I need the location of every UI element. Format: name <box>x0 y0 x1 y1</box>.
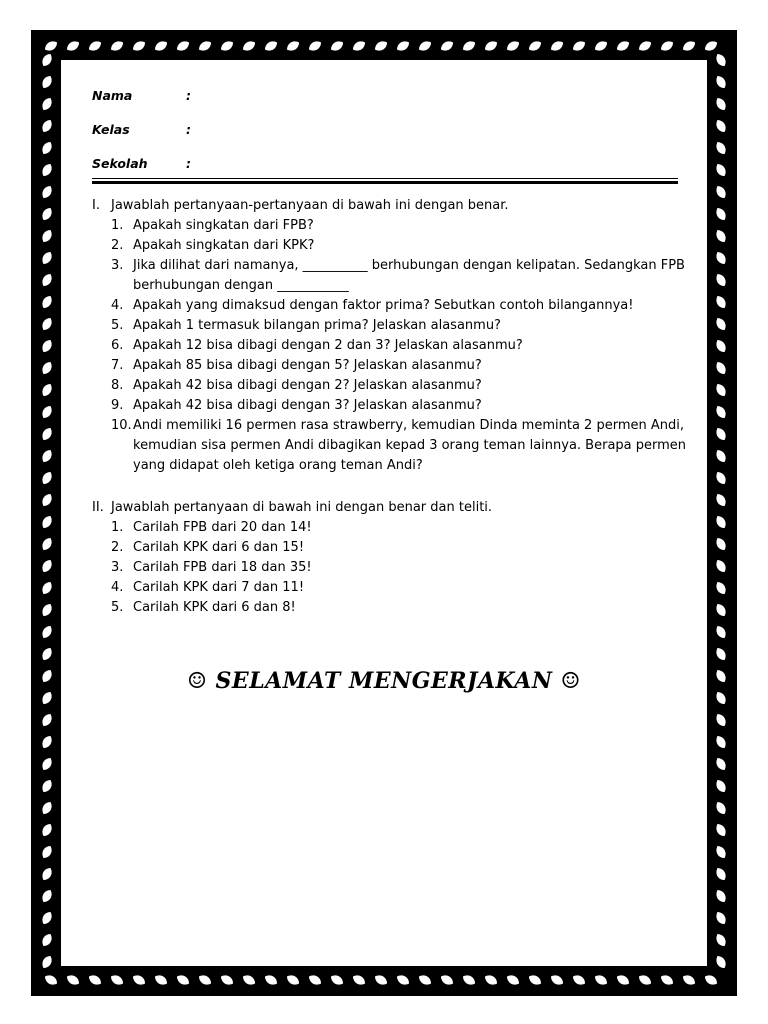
question-text: Andi memiliki 16 permen rasa strawberry, kemudian Dinda meminta 2 permen Andi, kemudian sisa permen Andi dibagikan kepad 3 orang teman lainnya. Berapa permen yang didapat oleh ketiga orang teman Andi? <box>133 418 687 473</box>
sekolah-row <box>92 156 682 190</box>
sekolah-label: Sekolah <box>92 156 148 171</box>
kelas-row <box>92 122 682 156</box>
question-number: 1. <box>111 520 124 535</box>
divider-thin <box>92 178 678 179</box>
question-text: Carilah KPK dari 6 dan 15! <box>133 540 305 555</box>
question-item <box>92 396 692 416</box>
question-text: Carilah KPK dari 7 dan 11! <box>133 580 305 595</box>
question-item <box>92 598 692 618</box>
question-item <box>92 558 692 578</box>
question-text: Carilah FPB dari 18 dan 35! <box>133 560 312 575</box>
question-item <box>92 296 692 316</box>
question-item <box>92 538 692 558</box>
question-number: 2. <box>111 238 124 253</box>
question-number: 4. <box>111 298 124 313</box>
question-item <box>92 518 692 538</box>
section-1-heading-text: Jawablah pertanyaan-pertanyaan di bawah ini dengan benar. <box>111 198 509 213</box>
question-number: 1. <box>111 218 124 233</box>
question-item <box>92 316 692 336</box>
section-2-number: II. <box>92 500 104 515</box>
question-number: 7. <box>111 358 124 373</box>
section-2-heading <box>92 498 692 518</box>
section-2 <box>92 498 692 618</box>
question-number: 9. <box>111 398 124 413</box>
question-number: 5. <box>111 600 124 615</box>
section-1-question-list <box>92 216 692 476</box>
question-item <box>92 336 692 356</box>
question-text: Apakah 85 bisa dibagi dengan 5? Jelaskan alasanmu? <box>133 358 482 373</box>
question-number: 8. <box>111 378 124 393</box>
question-number: 5. <box>111 318 124 333</box>
worksheet-content <box>62 62 706 966</box>
section-2-heading-text: Jawablah pertanyaan di bawah ini dengan benar dan teliti. <box>111 500 493 515</box>
question-number: 3. <box>111 560 124 575</box>
question-item <box>92 236 692 256</box>
question-item <box>92 578 692 598</box>
question-text: Apakah 1 termasuk bilangan prima? Jelaskan alasanmu? <box>133 318 501 333</box>
question-text: Carilah FPB dari 20 dan 14! <box>133 520 312 535</box>
question-number: 6. <box>111 338 124 353</box>
question-item <box>92 416 692 476</box>
question-number: 4. <box>111 580 124 595</box>
question-item <box>92 256 692 296</box>
student-identity-block <box>92 88 682 190</box>
section-1-heading <box>92 196 692 216</box>
question-number: 10. <box>111 418 132 433</box>
question-item <box>92 376 692 396</box>
kelas-label: Kelas <box>92 122 130 137</box>
question-text: Apakah yang dimaksud dengan faktor prima? Sebutkan contoh bilangannya! <box>133 298 634 313</box>
nama-row <box>92 88 682 122</box>
divider-thick <box>92 181 678 184</box>
question-text: Jika dilihat dari namanya, __________ berhubungan dengan kelipatan. Sedangkan FPB berhubungan dengan ___________ <box>133 258 685 293</box>
nama-colon: : <box>186 88 191 103</box>
question-item <box>92 216 692 236</box>
question-number: 3. <box>111 258 124 273</box>
question-item <box>92 356 692 376</box>
question-text: Apakah 12 bisa dibagi dengan 2 dan 3? Jelaskan alasanmu? <box>133 338 523 353</box>
question-number: 2. <box>111 540 124 555</box>
question-text: Apakah singkatan dari FPB? <box>133 218 314 233</box>
question-text: Apakah singkatan dari KPK? <box>133 238 315 253</box>
section-2-question-list <box>92 518 692 618</box>
question-text: Apakah 42 bisa dibagi dengan 2? Jelaskan alasanmu? <box>133 378 482 393</box>
closing-message: ☺ SELAMAT MENGERJAKAN ☺ <box>187 668 581 694</box>
question-text: Carilah KPK dari 6 dan 8! <box>133 600 296 615</box>
section-1-number: I. <box>92 198 100 213</box>
section-1 <box>92 196 692 476</box>
kelas-colon: : <box>186 122 191 137</box>
nama-label: Nama <box>92 88 133 103</box>
sekolah-colon: : <box>186 156 191 171</box>
question-text: Apakah 42 bisa dibagi dengan 3? Jelaskan alasanmu? <box>133 398 482 413</box>
